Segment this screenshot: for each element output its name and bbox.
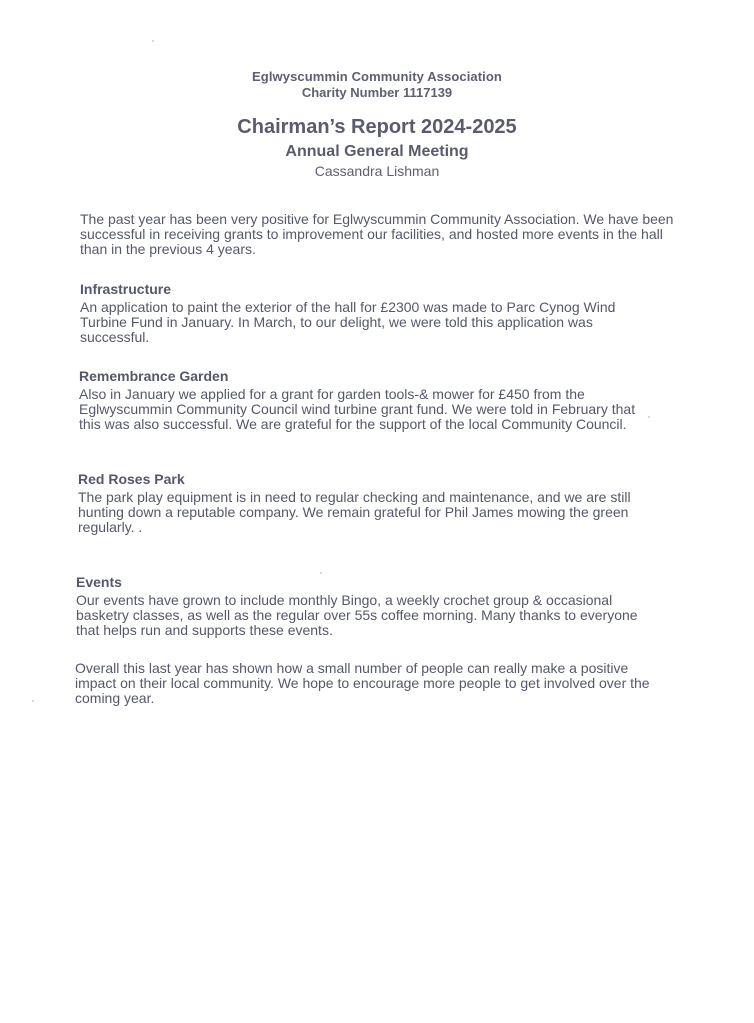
events-paragraph: Our events have grown to include monthly Bingo, a weekly crochet group & occasional basketry classes, as well as the regular over 55s coffee morning. Many thanks to everyone that helps run and supports these events. bbox=[76, 592, 638, 638]
report-title: Chairman’s Report 2024-2025 bbox=[237, 116, 517, 138]
scan-speck bbox=[648, 416, 650, 418]
closing-paragraph: Overall this last year has shown how a small number of people can really make a positive impact on their local community. We hope to encourage more people to get involved over the coming year. bbox=[75, 660, 650, 706]
scan-speck bbox=[152, 40, 154, 42]
red-roses-park-paragraph: The park play equipment is in need to regular checking and maintenance, and we are still hunting down a reputable company. We remain grateful for Phil James mowing the green regularly. . bbox=[78, 489, 631, 535]
organization-name: Eglwyscummin Community Association bbox=[252, 69, 502, 84]
charity-number: Charity Number 1117139 bbox=[301, 85, 453, 100]
events-heading: Events bbox=[76, 574, 122, 590]
author-name: Cassandra Lishman bbox=[314, 163, 440, 179]
scan-speck bbox=[320, 572, 322, 574]
red-roses-park-heading: Red Roses Park bbox=[78, 471, 185, 487]
meeting-title: Annual General Meeting bbox=[285, 143, 469, 160]
remembrance-garden-paragraph: Also in January we applied for a grant for garden tools-& mower for £450 from the Eglwyscummin Community Council wind turbine grant fund. We were told in February that this was also successful. We are grateful for the support of the local Community Council. bbox=[79, 386, 636, 432]
intro-paragraph: The past year has been very positive for Eglwyscummin Community Association. We have been successful in receiving grants to improvement our facilities, and hosted more events in the hall than in the previous 4 years. bbox=[80, 211, 674, 257]
remembrance-garden-heading: Remembrance Garden bbox=[79, 368, 229, 384]
scan-speck bbox=[32, 700, 34, 702]
infrastructure-heading: Infrastructure bbox=[80, 281, 172, 297]
infrastructure-paragraph: An application to paint the exterior of the hall for £2300 was made to Parc Cynog Wind Turbine Fund in January. In March, to our delight, we were told this application was successful. bbox=[80, 299, 616, 345]
